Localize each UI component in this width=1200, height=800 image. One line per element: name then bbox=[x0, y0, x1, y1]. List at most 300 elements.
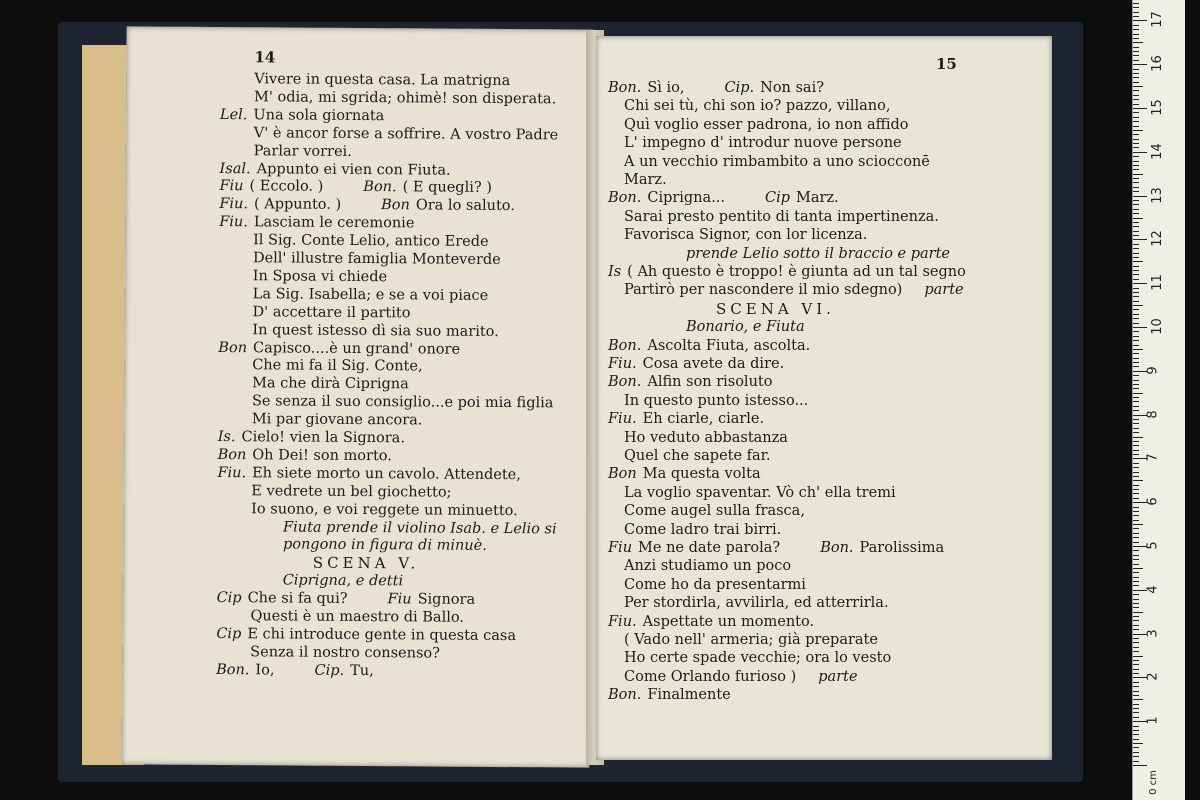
left-page bbox=[121, 26, 594, 767]
speaker-label: Fiu. bbox=[608, 356, 637, 372]
text-line bbox=[624, 669, 858, 686]
ruler-tick bbox=[1133, 616, 1139, 617]
dialogue-text: In Sposa vi chiede bbox=[252, 268, 388, 286]
ruler-number: 9 bbox=[1145, 366, 1161, 375]
second-dialogue-text: Tu, bbox=[350, 662, 374, 679]
text-line bbox=[254, 125, 559, 144]
text-line bbox=[608, 338, 810, 355]
ruler-tick bbox=[1133, 739, 1139, 740]
ruler-tick bbox=[1133, 691, 1139, 692]
ruler-tick bbox=[1133, 669, 1139, 670]
speaker-label: Fiu. bbox=[608, 411, 637, 428]
dialogue-text: Bonario, e Fiuta bbox=[686, 319, 805, 336]
ruler-tick bbox=[1133, 314, 1139, 315]
ruler-number: 2 bbox=[1145, 672, 1161, 682]
stage-direction: parte bbox=[924, 282, 964, 299]
ruler-tick bbox=[1133, 432, 1139, 433]
ruler-tick bbox=[1133, 218, 1143, 219]
ruler-tick bbox=[1133, 708, 1139, 709]
ruler-tick bbox=[1133, 437, 1143, 438]
ruler-tick bbox=[1133, 358, 1139, 359]
speaker-label: Cip bbox=[216, 625, 242, 643]
text-line bbox=[251, 501, 518, 520]
speaker-label: Fiu. bbox=[219, 196, 249, 213]
ruler-tick bbox=[1133, 686, 1139, 687]
measurement-ruler bbox=[1132, 0, 1185, 800]
ruler-tick bbox=[1133, 117, 1139, 118]
speaker-label: Fiu. bbox=[219, 214, 248, 231]
text-line bbox=[624, 227, 867, 244]
text-line bbox=[283, 519, 557, 538]
text-line bbox=[624, 632, 878, 649]
ruler-number: 3 bbox=[1145, 628, 1161, 638]
dialogue-text: Appunto ei vien con Fiuta. bbox=[256, 160, 451, 179]
ruler-tick bbox=[1133, 353, 1139, 354]
second-speaker-label: Fiu bbox=[387, 591, 412, 608]
speaker-label: Fiu bbox=[219, 178, 244, 195]
ruler-tick bbox=[1133, 161, 1139, 162]
ruler-tick bbox=[1133, 345, 1139, 346]
dialogue-text: Ma che dirà Ciprigna bbox=[252, 375, 409, 393]
ruler-tick bbox=[1133, 428, 1139, 429]
ruler-tick bbox=[1133, 222, 1139, 223]
ruler-number: 11 bbox=[1149, 274, 1165, 291]
dialogue-text: Ho veduto abbastanza bbox=[624, 429, 788, 446]
second-speaker-label: Bon. bbox=[363, 179, 397, 196]
text-line bbox=[218, 429, 405, 447]
text-line bbox=[686, 319, 805, 336]
ruler-tick bbox=[1133, 7, 1139, 8]
dialogue-text: Per stordirla, avvilirla, ed atterrirla. bbox=[624, 595, 889, 612]
ruler-tick bbox=[1133, 450, 1139, 451]
text-line bbox=[313, 555, 420, 574]
dialogue-text: V' è ancor forse a soffrire. A vostro Padre bbox=[253, 124, 559, 144]
speaker-label: Fiu. bbox=[608, 613, 637, 630]
ruler-tick bbox=[1133, 296, 1139, 297]
dialogue-text: Oh Dei! son morto. bbox=[252, 447, 392, 465]
dialogue-text: M' odia, mi sgrida; ohimè! son disperata. bbox=[254, 89, 557, 108]
ruler-tick bbox=[1133, 445, 1139, 446]
text-line bbox=[219, 214, 414, 232]
ruler-tick bbox=[1133, 108, 1147, 109]
ruler-tick bbox=[1133, 656, 1143, 657]
text-line bbox=[624, 282, 964, 299]
ruler-tick bbox=[1133, 349, 1143, 350]
ruler-tick bbox=[1133, 257, 1139, 258]
ruler-tick bbox=[1133, 699, 1143, 700]
text-line bbox=[624, 522, 781, 539]
dialogue-text: Ascolta Fiuta, ascolta. bbox=[647, 337, 811, 354]
ruler-number: 17 bbox=[1149, 11, 1165, 29]
text-line bbox=[624, 485, 896, 502]
dialogue-text: Una sola giornata bbox=[253, 107, 385, 124]
ruler-tick bbox=[1133, 274, 1139, 275]
text-line bbox=[252, 411, 423, 429]
dialogue-text: Senza il nostro consenso? bbox=[250, 644, 441, 662]
dialogue-text: Sì io, bbox=[647, 80, 685, 96]
text-line bbox=[253, 268, 387, 286]
ruler-tick bbox=[1133, 493, 1139, 494]
ruler-tick bbox=[1133, 472, 1139, 473]
ruler-tick bbox=[1133, 336, 1139, 337]
ruler-tick bbox=[1133, 209, 1139, 210]
ruler-tick bbox=[1133, 625, 1139, 626]
ruler-tick bbox=[1133, 235, 1139, 236]
ruler-tick bbox=[1133, 528, 1139, 529]
text-line bbox=[608, 190, 839, 207]
ruler-number: 8 bbox=[1145, 409, 1161, 419]
ruler-tick bbox=[1133, 130, 1143, 131]
speaker-label: Cip bbox=[216, 590, 242, 607]
dialogue-text: ( Ah questo è troppo! è giunta ad un tal segno bbox=[627, 264, 966, 280]
ruler-tick bbox=[1133, 25, 1139, 26]
text-line bbox=[252, 358, 422, 376]
ruler-tick bbox=[1133, 292, 1139, 293]
ruler-number: 6 bbox=[1145, 497, 1161, 506]
second-dialogue-text: ( E quegli? ) bbox=[402, 179, 492, 197]
ruler-tick bbox=[1133, 182, 1139, 183]
speaker-label: Fiu bbox=[608, 540, 633, 556]
ruler-tick bbox=[1133, 69, 1139, 70]
ruler-tick bbox=[1133, 231, 1139, 232]
text-line bbox=[624, 448, 771, 465]
speaker-label: Bon bbox=[217, 446, 247, 464]
dialogue-text: pongono in figura di minuè. bbox=[282, 536, 487, 555]
text-line bbox=[624, 154, 930, 171]
text-line bbox=[253, 304, 411, 322]
text-line bbox=[252, 393, 554, 412]
dialogue-text: Capisco....è un grand' onore bbox=[253, 339, 461, 358]
text-line bbox=[254, 71, 510, 90]
ruler-tick bbox=[1133, 112, 1139, 113]
dialogue-text: Ciprigna... bbox=[647, 190, 726, 207]
ruler-tick bbox=[1133, 86, 1143, 87]
ruler-tick bbox=[1133, 581, 1139, 582]
dialogue-text: La Sig. Isabella; e se a voi piace bbox=[252, 286, 489, 304]
ruler-tick bbox=[1133, 423, 1139, 424]
ruler-tick bbox=[1133, 279, 1139, 280]
dialogue-text: Chi sei tù, chi son io? pazzo, villano, bbox=[624, 98, 891, 115]
dialogue-text: In quest istesso dì sia suo marito. bbox=[252, 321, 499, 340]
text-line bbox=[624, 577, 806, 594]
text-line bbox=[218, 340, 460, 359]
ruler-tick bbox=[1133, 564, 1139, 565]
ruler-tick bbox=[1133, 60, 1139, 61]
scene-heading: SCENA VI. bbox=[716, 299, 835, 318]
dialogue-text: Io, bbox=[255, 661, 275, 679]
dialogue-text: Che mi fa il Sig. Conte, bbox=[252, 357, 423, 375]
ruler-tick bbox=[1133, 555, 1139, 556]
dialogue-text: E chi introduce gente in questa casa bbox=[247, 626, 517, 644]
ruler-number: 16 bbox=[1149, 55, 1165, 72]
dialogue-text: L' impegno d' introdur nuove persone bbox=[624, 135, 902, 152]
ruler-tick bbox=[1133, 77, 1139, 78]
text-line bbox=[608, 80, 824, 97]
dialogue-text: ( Eccolo. ) bbox=[249, 178, 324, 196]
text-line bbox=[220, 161, 451, 180]
text-line bbox=[220, 107, 385, 125]
ruler-tick bbox=[1133, 253, 1139, 254]
ruler-number: 7 bbox=[1145, 453, 1161, 463]
dialogue-text: Eh siete morto un cavolo. Attendete, bbox=[252, 465, 521, 483]
left-page-number: 14 bbox=[254, 48, 276, 67]
text-line bbox=[216, 662, 374, 680]
ruler-tick bbox=[1133, 401, 1139, 402]
text-line bbox=[252, 322, 498, 341]
ruler-tick bbox=[1133, 121, 1139, 122]
ruler-tick bbox=[1133, 704, 1139, 705]
text-line bbox=[624, 503, 805, 520]
dialogue-text: Alfin son risoluto bbox=[647, 374, 773, 391]
dialogue-text: ( Vado nell' armeria; già preparate bbox=[624, 632, 878, 648]
ruler-tick bbox=[1133, 384, 1139, 385]
ruler-tick bbox=[1133, 498, 1139, 499]
ruler-tick bbox=[1133, 47, 1139, 48]
dialogue-text: Dell' illustre famiglia Monteverde bbox=[252, 250, 501, 268]
dialogue-text: Come ladro trai birri. bbox=[624, 521, 782, 538]
ruler-tick bbox=[1133, 647, 1139, 648]
ruler-tick bbox=[1133, 533, 1139, 534]
text-line bbox=[253, 232, 489, 251]
right-page bbox=[596, 36, 1052, 760]
ruler-tick bbox=[1133, 174, 1143, 175]
ruler-tick bbox=[1133, 441, 1139, 442]
dialogue-text: Ho certe spade vecchie; ora lo vesto bbox=[624, 650, 892, 667]
ruler-tick bbox=[1133, 362, 1139, 363]
dialogue-text: Come augel sulla frasca, bbox=[624, 503, 805, 520]
text-line bbox=[624, 172, 667, 189]
ruler-tick bbox=[1133, 3, 1139, 4]
dialogue-text: Eh ciarle, ciarle. bbox=[642, 411, 765, 428]
ruler-tick bbox=[1133, 248, 1139, 249]
text-line bbox=[624, 430, 788, 447]
ruler-tick bbox=[1133, 38, 1139, 39]
ruler-tick bbox=[1133, 734, 1139, 735]
dialogue-text: Anzi studiamo un poco bbox=[624, 558, 792, 575]
dialogue-text: La voglio spaventar. Vò ch' ella tremi bbox=[624, 484, 896, 501]
second-dialogue-text: Ora lo saluto. bbox=[415, 197, 515, 215]
ruler-tick bbox=[1133, 524, 1143, 525]
text-line bbox=[218, 447, 392, 465]
text-line bbox=[608, 466, 761, 483]
speaker-label: Fiu. bbox=[217, 464, 247, 482]
ruler-number: 13 bbox=[1149, 186, 1165, 204]
ruler-tick bbox=[1133, 20, 1147, 21]
dialogue-text: Favorisca Signor, con lor licenza. bbox=[624, 227, 868, 244]
second-speaker-label: Cip. bbox=[314, 662, 345, 679]
ruler-tick bbox=[1133, 717, 1139, 718]
dialogue-text: Come Orlando furioso ) bbox=[624, 668, 797, 685]
ruler-tick bbox=[1133, 585, 1139, 586]
second-speaker-label: Cip bbox=[765, 190, 791, 207]
ruler-tick bbox=[1133, 629, 1139, 630]
ruler-tick bbox=[1133, 410, 1139, 411]
ruler-unit: 0 cm bbox=[1147, 770, 1159, 795]
ruler-tick bbox=[1133, 331, 1139, 332]
dialogue-text: D' accettare il partito bbox=[252, 303, 411, 322]
ruler-tick bbox=[1133, 90, 1139, 91]
dialogue-text: Fiuta prende il violino Isab. e Lelio si bbox=[283, 518, 557, 537]
ruler-tick bbox=[1133, 147, 1139, 148]
ruler-tick bbox=[1133, 340, 1139, 341]
ruler-number: 4 bbox=[1145, 585, 1161, 594]
ruler-tick bbox=[1133, 283, 1147, 284]
speaker-label: Is. bbox=[217, 429, 236, 446]
text-line bbox=[254, 89, 556, 108]
dialogue-text: Io suono, e voi reggete un minuetto. bbox=[251, 500, 518, 519]
ruler-tick bbox=[1133, 664, 1139, 665]
ruler-tick bbox=[1133, 480, 1143, 481]
dialogue-text: In questo punto istesso... bbox=[624, 392, 809, 409]
ruler-tick bbox=[1133, 515, 1139, 516]
ruler-tick bbox=[1133, 156, 1139, 157]
text-line bbox=[608, 687, 731, 704]
text-line bbox=[608, 614, 814, 631]
ruler-tick bbox=[1133, 463, 1139, 464]
speaker-label: Bon. bbox=[608, 337, 642, 354]
right-page-number: 15 bbox=[936, 55, 957, 73]
ruler-tick bbox=[1133, 55, 1139, 56]
text-line bbox=[624, 595, 889, 612]
ruler-tick bbox=[1133, 572, 1139, 573]
text-line bbox=[624, 135, 902, 152]
second-speaker-label: Bon bbox=[381, 197, 410, 214]
dialogue-text: E vedrete un bel giochetto; bbox=[251, 482, 452, 501]
text-line bbox=[219, 196, 515, 215]
speaker-label: Bon. bbox=[608, 687, 642, 704]
ruler-tick bbox=[1133, 765, 1147, 766]
speaker-label: Bon. bbox=[608, 374, 642, 391]
speaker-label: Bon. bbox=[608, 80, 642, 96]
ruler-tick bbox=[1133, 756, 1139, 757]
second-dialogue-text: Non sai? bbox=[760, 80, 824, 96]
ruler-tick bbox=[1133, 651, 1139, 652]
text-line bbox=[216, 626, 516, 645]
ruler-tick bbox=[1133, 507, 1139, 508]
ruler-tick bbox=[1133, 82, 1139, 83]
ruler-tick bbox=[1133, 226, 1139, 227]
text-line bbox=[219, 178, 492, 197]
ruler-tick bbox=[1133, 712, 1139, 713]
text-line bbox=[608, 374, 772, 391]
dialogue-text: Finalmente bbox=[647, 687, 731, 704]
ruler-tick bbox=[1133, 673, 1139, 674]
speaker-label: Bon bbox=[218, 339, 248, 356]
ruler-tick bbox=[1133, 467, 1139, 468]
dialogue-text: Mi par giovane ancora. bbox=[251, 411, 423, 429]
ruler-tick bbox=[1133, 380, 1139, 381]
speaker-label: Is bbox=[608, 264, 622, 280]
ruler-tick bbox=[1133, 143, 1139, 144]
ruler-tick bbox=[1133, 126, 1139, 127]
ruler-tick bbox=[1133, 682, 1139, 683]
text-line bbox=[608, 264, 966, 281]
ruler-tick bbox=[1133, 261, 1143, 262]
dialogue-text: ( Appunto. ) bbox=[253, 196, 342, 214]
ruler-tick bbox=[1133, 178, 1139, 179]
dialogue-text: Quel che sapete far. bbox=[624, 448, 771, 464]
ruler-tick bbox=[1133, 244, 1139, 245]
speaker-label: Bon. bbox=[608, 190, 642, 207]
ruler-tick bbox=[1133, 660, 1139, 661]
second-dialogue-text: Signora bbox=[417, 591, 476, 608]
text-line bbox=[217, 465, 521, 484]
ruler-tick bbox=[1133, 366, 1139, 367]
ruler-tick bbox=[1133, 42, 1143, 43]
ruler-tick bbox=[1133, 743, 1143, 744]
text-line bbox=[251, 483, 451, 501]
dialogue-text: prende Lelio sotto il braccio e parte bbox=[686, 245, 951, 262]
ruler-tick bbox=[1133, 288, 1139, 289]
second-speaker-label: Cip. bbox=[724, 80, 755, 96]
text-line bbox=[608, 356, 784, 373]
ruler-tick bbox=[1133, 761, 1139, 762]
dialogue-text: Lasciam le ceremonie bbox=[253, 214, 415, 232]
ruler-tick bbox=[1133, 603, 1139, 604]
ruler-tick bbox=[1133, 542, 1139, 543]
ruler-tick bbox=[1133, 73, 1139, 74]
dialogue-text: Cosa avete da dire. bbox=[642, 356, 785, 372]
ruler-tick bbox=[1133, 607, 1139, 608]
ruler-tick bbox=[1133, 612, 1143, 613]
ruler-tick bbox=[1133, 568, 1143, 569]
speaker-label: Bon. bbox=[216, 661, 250, 678]
ruler-tick bbox=[1133, 169, 1139, 170]
text-line bbox=[250, 644, 440, 662]
ruler-tick bbox=[1133, 559, 1139, 560]
ruler-tick bbox=[1133, 327, 1147, 328]
ruler-tick bbox=[1133, 301, 1139, 302]
text-line bbox=[283, 573, 404, 591]
ruler-tick bbox=[1133, 318, 1139, 319]
ruler-tick bbox=[1133, 99, 1139, 100]
text-line bbox=[624, 393, 808, 410]
ruler-tick bbox=[1133, 323, 1139, 324]
text-line bbox=[253, 250, 501, 269]
dialogue-text: Me ne date parola? bbox=[638, 540, 781, 556]
text-line bbox=[624, 650, 891, 667]
ruler-tick bbox=[1133, 270, 1139, 271]
ruler-tick bbox=[1133, 393, 1143, 394]
ruler-tick bbox=[1133, 599, 1139, 600]
dialogue-text: Che si fa qui? bbox=[247, 590, 348, 608]
ruler-tick bbox=[1133, 638, 1139, 639]
ruler-tick bbox=[1133, 594, 1139, 595]
dialogue-text: Marz. bbox=[624, 172, 667, 188]
ruler-tick bbox=[1133, 213, 1139, 214]
ruler-number: 14 bbox=[1149, 143, 1165, 160]
ruler-tick bbox=[1133, 309, 1139, 310]
ruler-tick bbox=[1133, 730, 1139, 731]
ruler-tick bbox=[1133, 620, 1139, 621]
scene-heading: SCENA V. bbox=[312, 553, 420, 573]
second-dialogue-text: Marz. bbox=[796, 190, 839, 207]
speaker-label: Bon bbox=[608, 466, 637, 483]
ruler-tick bbox=[1133, 747, 1139, 748]
dialogue-text: Aspettate un momento. bbox=[642, 613, 815, 630]
ruler-tick bbox=[1133, 204, 1139, 205]
ruler-tick bbox=[1133, 152, 1147, 153]
ruler-tick bbox=[1133, 139, 1139, 140]
ruler-tick bbox=[1133, 305, 1143, 306]
ruler-tick bbox=[1133, 550, 1139, 551]
text-line bbox=[624, 558, 791, 575]
dialogue-text: Ciprigna, e detti bbox=[282, 572, 404, 590]
ruler-tick bbox=[1133, 577, 1139, 578]
text-line bbox=[624, 117, 909, 134]
ruler-tick bbox=[1133, 51, 1139, 52]
text-line bbox=[608, 540, 944, 557]
